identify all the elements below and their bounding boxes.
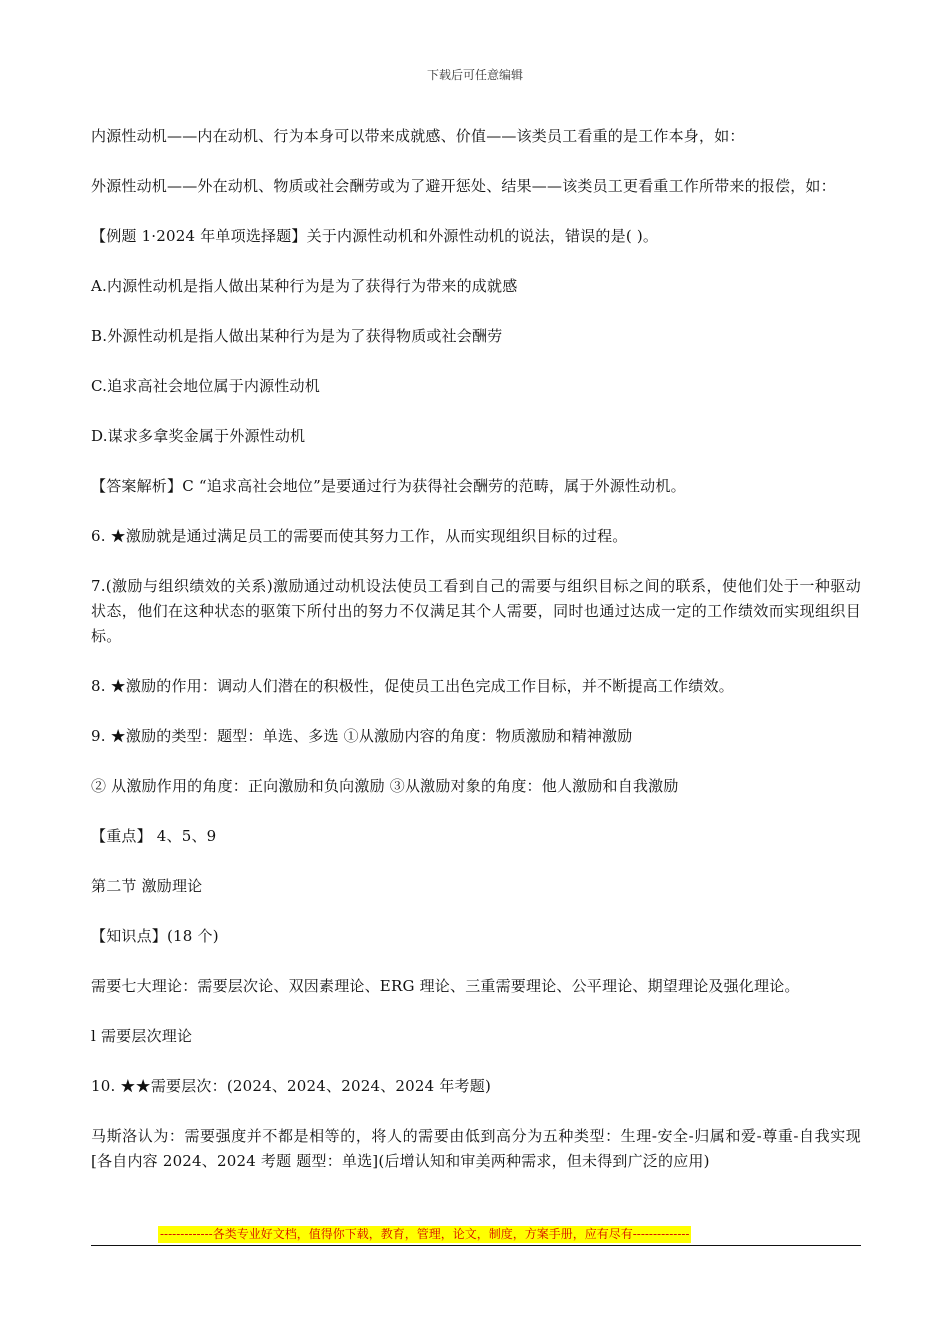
paragraph-intrinsic-motivation: 内源性动机——内在动机、行为本身可以带来成就感、价值——该类员工看重的是工作本身，如： — [91, 127, 745, 145]
point-10: 10. ★★需要层次：(2024、2024、2024、2024 年考题) — [91, 1077, 491, 1095]
maslow-paragraph: 马斯洛认为：需要强度并不都是相等的，将人的需要由低到高分为五种类型：生理-安全-归属和爱-尊重-自我实现[各自内容 2024、2024 考题 题型：单选](后增认知和审美两种需求，但未得到广泛的应用) — [91, 1127, 861, 1170]
option-c: C.追求高社会地位属于内源性动机 — [91, 377, 320, 395]
footer-banner: -------------各类专业好文档，值得你下载，教育，管理，论文，制度，方案手册，应有尽有-------------- — [160, 1227, 690, 1241]
seven-theories: 需要七大理论：需要层次论、双因素理论、ERG 理论、三重需要理论、公平理论、期望理论及强化理论。 — [91, 977, 800, 995]
point-8: 8. ★激励的作用：调动人们潜在的积极性，促使员工出色完成工作目标，并不断提高工作绩效。 — [91, 677, 734, 695]
option-a: A.内源性动机是指人做出某种行为是为了获得行为带来的成就感 — [91, 277, 518, 295]
page-header: 下载后可任意编辑 — [426, 68, 523, 82]
document-body — [91, 124, 861, 1199]
point-9: 9. ★激励的类型：题型：单选、多选 ①从激励内容的角度：物质激励和精神激励 — [91, 727, 633, 745]
point-7: 7.(激励与组织绩效的关系)激励通过动机设法使员工看到自己的需要与组织目标之间的联系，使他们处于一种驱动状态，他们在这种状态的驱策下所付出的努力不仅满足其个人需要，同时也通过达成一定的工作绩效而实现组织目标。 — [91, 577, 861, 645]
section-heading: 第二节 激励理论 — [91, 877, 203, 895]
point-9-continued: ② 从激励作用的角度：正向激励和负向激励 ③从激励对象的角度：他人激励和自我激励 — [91, 777, 679, 795]
paragraph-extrinsic-motivation: 外源性动机——外在动机、物质或社会酬劳或为了避开惩处、结果——该类员工更看重工作所带来的报偿，如： — [91, 177, 836, 195]
key-points: 【重点】 4、5、9 — [91, 827, 217, 845]
option-d: D.谋求多拿奖金属于外源性动机 — [91, 427, 306, 445]
answer-analysis: 【答案解析】C “追求高社会地位”是要通过行为获得社会酬劳的范畴，属于外源性动机。 — [91, 477, 686, 495]
footer-divider — [91, 1245, 861, 1246]
option-b: B.外源性动机是指人做出某种行为是为了获得物质或社会酬劳 — [91, 327, 503, 345]
knowledge-points: 【知识点】(18 个) — [91, 927, 219, 945]
example-question: 【例题 1·2024 年单项选择题】关于内源性动机和外源性动机的说法，错误的是( )。 — [91, 227, 659, 245]
hierarchy-theory-heading: l 需要层次理论 — [91, 1027, 193, 1045]
point-6: 6. ★激励就是通过满足员工的需要而使其努力工作，从而实现组织目标的过程。 — [91, 527, 628, 545]
